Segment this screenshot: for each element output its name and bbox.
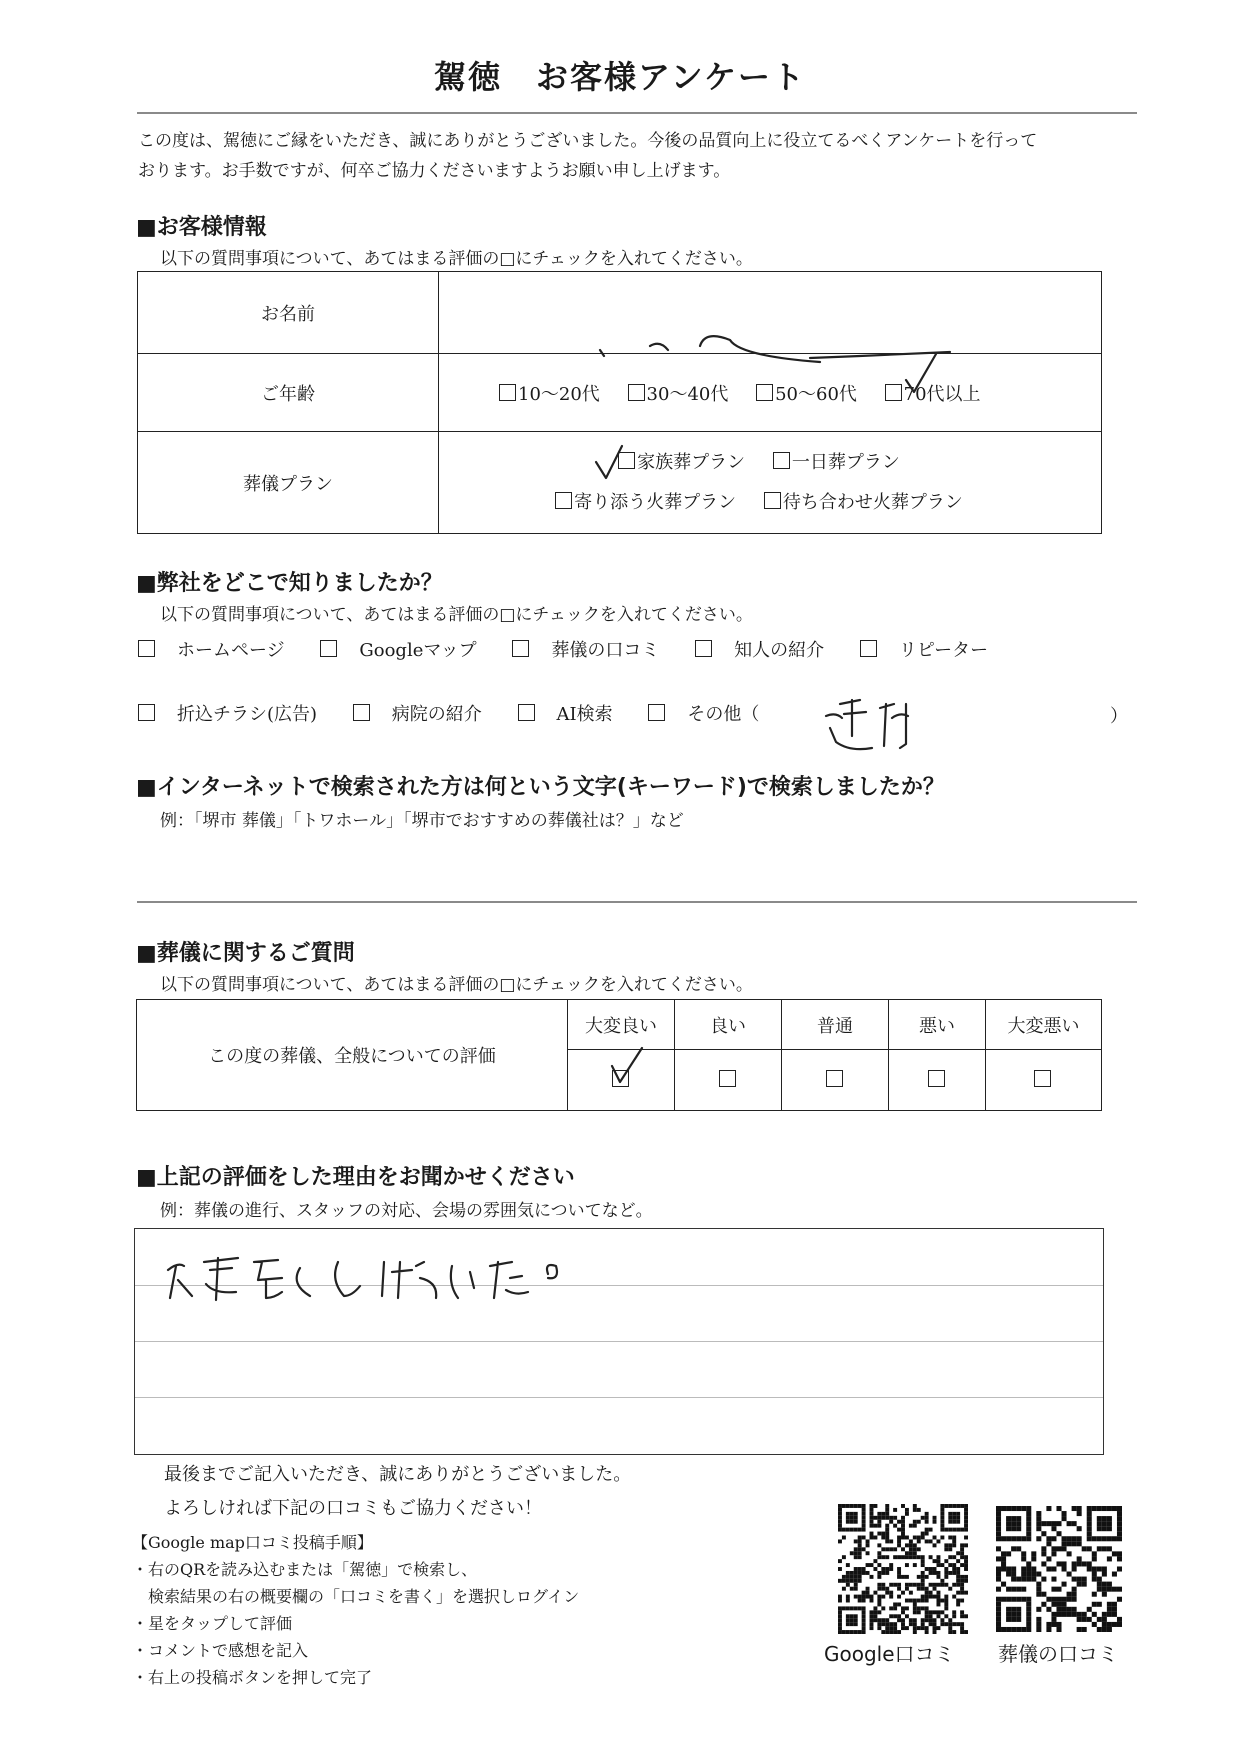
- checkbox[interactable]: [764, 492, 781, 509]
- source-row-1: [138, 636, 1018, 662]
- step-item: ・右上の投稿ボタンを押して完了: [132, 1668, 373, 1687]
- source-instruction: 以下の質問事項について、あてはまる評価の□にチェックを入れてください。: [160, 605, 753, 625]
- plan-options: [439, 432, 1102, 534]
- source-row-2: [138, 700, 789, 726]
- step-item: 検索結果の右の概要欄の「口コミを書く」を選択しログイン: [132, 1587, 580, 1606]
- plan-option-family[interactable]: 家族葬プラン: [618, 452, 745, 473]
- reason-example: 例：葬儀の進行、スタッフの対応、会場の雰囲気についてなど。: [160, 1201, 653, 1221]
- checkbox-checked[interactable]: [612, 1070, 629, 1087]
- rating-table: [136, 999, 1102, 1111]
- scale-very-bad: 大変悪い: [986, 1000, 1102, 1050]
- age-label: ご年齢: [138, 354, 439, 432]
- checkbox-checked[interactable]: [885, 384, 902, 401]
- checkbox[interactable]: [499, 384, 516, 401]
- scale-bad: 悪い: [889, 1000, 986, 1050]
- customer-heading: ■お客様情報: [136, 215, 267, 240]
- rating-cell-very-good[interactable]: [568, 1050, 675, 1111]
- page-title: 駕徳 お客様アンケート: [433, 58, 807, 96]
- intro-line-1: この度は、駕徳にご縁をいただき、誠にありがとうございました。今後の品質向上に役立てるべくアンケートを行って: [138, 131, 1038, 151]
- checkbox[interactable]: [719, 1070, 736, 1087]
- source-ai-search[interactable]: AI検索: [518, 700, 613, 726]
- source-google-map[interactable]: Googleマップ: [320, 636, 476, 662]
- checkbox[interactable]: [1034, 1070, 1051, 1087]
- checkbox[interactable]: [518, 704, 535, 721]
- rating-cell-very-bad[interactable]: [986, 1050, 1102, 1111]
- checkbox-checked[interactable]: [618, 452, 635, 469]
- google-review-label: Google口コミ: [824, 1642, 955, 1666]
- scale-good: 良い: [675, 1000, 782, 1050]
- source-heading: ■弊社をどこで知りましたか？: [136, 571, 443, 596]
- keyword-example: 例：「堺市 葬儀」「トワホール」「堺市でおすすめの葬儀社は？」など: [160, 811, 684, 831]
- source-repeater[interactable]: リピーター: [860, 636, 988, 662]
- rating-cell-bad[interactable]: [889, 1050, 986, 1111]
- plan-option-oneday[interactable]: 一日葬プラン: [773, 452, 900, 473]
- rating-question: この度の葬儀、全般についての評価: [137, 1000, 568, 1111]
- checkbox[interactable]: [555, 492, 572, 509]
- checkbox[interactable]: [756, 384, 773, 401]
- steps-list: [132, 1556, 579, 1691]
- scale-normal: 普通: [782, 1000, 889, 1050]
- checkbox[interactable]: [138, 704, 155, 721]
- step-item: ・星をタップして評価: [132, 1614, 293, 1633]
- source-other[interactable]: その他（: [648, 700, 759, 726]
- scale-very-good: 大変良い: [568, 1000, 675, 1050]
- reason-textarea[interactable]: [134, 1228, 1104, 1455]
- plan-option-cremation[interactable]: 寄り添う火葬プラン: [555, 492, 736, 513]
- plan-option-meeting-cremation[interactable]: 待ち合わせ火葬プラン: [764, 492, 963, 513]
- closing-line-2: よろしければ下記の口コミもご協力ください！: [164, 1498, 542, 1519]
- customer-instruction: 以下の質問事項について、あてはまる評価の□にチェックを入れてください。: [160, 249, 753, 269]
- checkbox[interactable]: [628, 384, 645, 401]
- intro-text: [138, 126, 1138, 186]
- step-item: ・コメントで感想を記入: [132, 1641, 309, 1660]
- reason-ruled-line: [135, 1341, 1103, 1342]
- checkbox[interactable]: [773, 452, 790, 469]
- source-flyer[interactable]: 折込チラシ(広告): [138, 700, 317, 726]
- name-label: お名前: [138, 272, 439, 354]
- other-handwriting: [826, 700, 908, 749]
- funeral-review-qr-icon[interactable]: [996, 1506, 1122, 1632]
- keyword-answer-line[interactable]: [137, 901, 1137, 903]
- age-option-3[interactable]: 50～60代: [756, 384, 857, 405]
- step-item: ・右のQRを読み込むまたは「駕徳」で検索し、: [132, 1560, 478, 1579]
- checkbox[interactable]: [320, 640, 337, 657]
- google-review-qr-icon[interactable]: [838, 1504, 968, 1634]
- checkbox[interactable]: [826, 1070, 843, 1087]
- title-divider: [137, 112, 1137, 114]
- funeral-heading: ■葬儀に関するご質問: [136, 941, 355, 966]
- reason-ruled-line: [135, 1285, 1103, 1286]
- checkbox[interactable]: [860, 640, 877, 657]
- checkbox[interactable]: [353, 704, 370, 721]
- checkbox[interactable]: [648, 704, 665, 721]
- rating-cell-normal[interactable]: [782, 1050, 889, 1111]
- source-homepage[interactable]: ホームページ: [138, 636, 285, 662]
- age-option-1[interactable]: 10～20代: [499, 384, 600, 405]
- name-field[interactable]: [439, 272, 1102, 354]
- closing-message: [164, 1458, 631, 1526]
- age-option-4[interactable]: 70代以上: [885, 384, 981, 405]
- checkbox[interactable]: [512, 640, 529, 657]
- source-funeral-review[interactable]: 葬儀の口コミ: [512, 636, 659, 662]
- funeral-instruction: 以下の質問事項について、あてはまる評価の□にチェックを入れてください。: [160, 975, 753, 995]
- reason-heading: ■上記の評価をした理由をお聞かせください: [136, 1165, 575, 1190]
- steps-heading: 【Google map口コミ投稿手順】: [132, 1533, 373, 1552]
- customer-table: [137, 271, 1102, 534]
- plan-label: 葬儀プラン: [138, 432, 439, 534]
- age-option-2[interactable]: 30～40代: [628, 384, 729, 405]
- rating-cell-good[interactable]: [675, 1050, 782, 1111]
- source-hospital[interactable]: 病院の紹介: [353, 700, 482, 726]
- source-acquaintance[interactable]: 知人の紹介: [695, 636, 824, 662]
- keyword-heading: ■インターネットで検索された方は何という文字(キーワード)で検索しましたか？: [136, 775, 945, 800]
- other-close-paren: ）: [1110, 706, 1128, 727]
- intro-line-2: おります。お手数ですが、何卒ご協力くださいますようお願い申し上げます。: [138, 161, 731, 181]
- reason-ruled-line: [135, 1397, 1103, 1398]
- checkbox[interactable]: [928, 1070, 945, 1087]
- checkbox[interactable]: [695, 640, 712, 657]
- closing-line-1: 最後までご記入いただき、誠にありがとうございました。: [164, 1464, 632, 1485]
- checkbox[interactable]: [138, 640, 155, 657]
- funeral-review-label: 葬儀の口コミ: [998, 1642, 1118, 1666]
- age-options: [439, 354, 1102, 432]
